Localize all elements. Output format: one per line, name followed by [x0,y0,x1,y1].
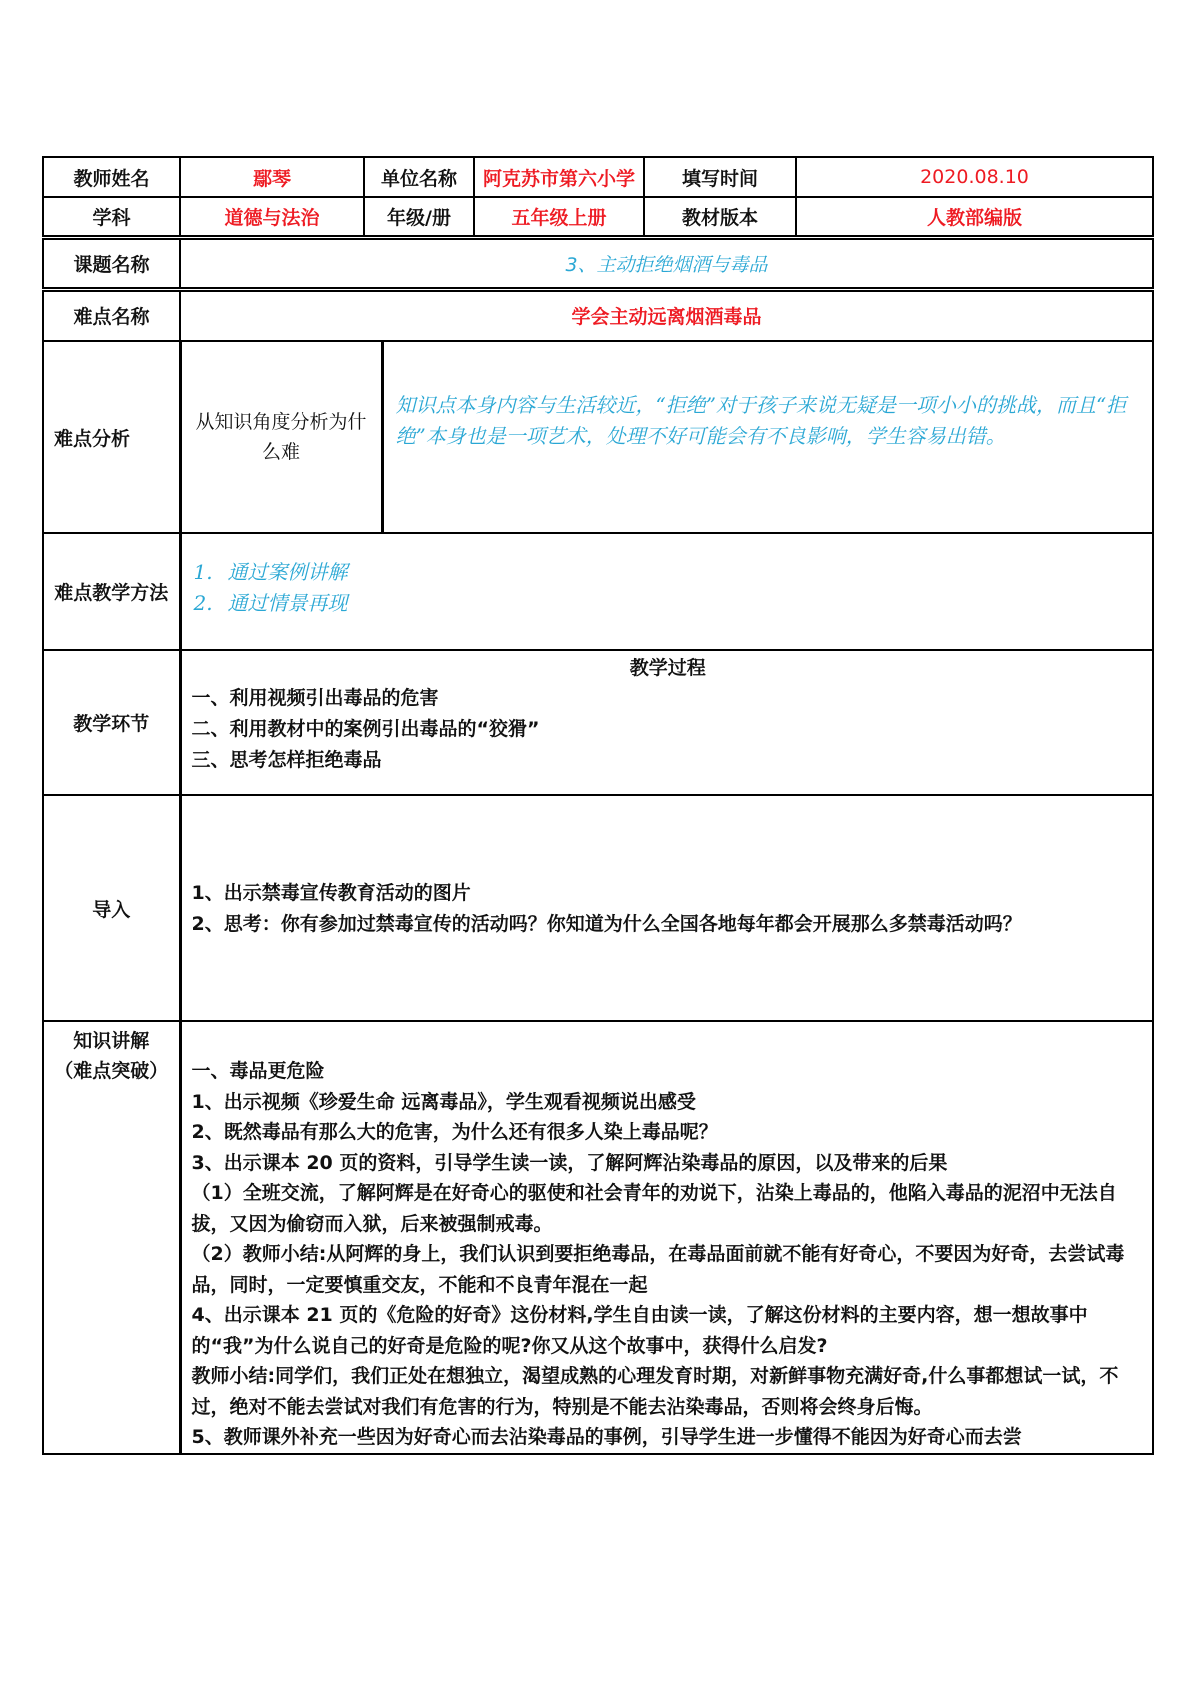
subject-value: 道德与法治 [180,197,364,237]
teacher-label: 教师姓名 [43,157,180,197]
intro-line: 1、出示禁毒宣传教育活动的图片 [191,882,471,904]
knowledge-label-line1: 知识讲解 [73,1030,150,1052]
method-item: 2. 通过情景再现 [193,590,348,615]
date-value: 2020.08.10 [796,157,1153,197]
difficulty-row [43,289,1153,341]
knowledge-line: 1、出示视频《珍爱生命 远离毒品》，学生观看视频说出感受 [191,1090,696,1113]
edition-label: 教材版本 [644,197,796,237]
knowledge-label [43,1021,180,1454]
knowledge-line: 5、教师课外补充一些因为好奇心而去沾染毒品的事例，引导学生进一步懂得不能因为好奇心而去尝 [191,1426,1022,1448]
stage-item: 二、利用教材中的案例引出毒品的“狡猾” [191,718,540,740]
knowledge-line: 教师小结:同学们，我们正处在想独立，渴望成熟的心理发育时期，对新鲜事物充满好奇,什么事都想试一试，不过，绝对不能去尝试对我们有危害的行为，特别是不能去沾染毒品，否则将会终身后悔。 [191,1365,1119,1418]
topic-row [43,237,1153,289]
knowledge-line: 3、出示课本 20 页的资料，引导学生读一读，了解阿辉沾染毒品的原因，以及带来的后果 [191,1151,948,1174]
knowledge-line: 4、出示课本 21 页的《危险的好奇》这份材料,学生自由读一读，了解这份材料的主要内容，想一想故事中的“我”为什么说自己的好奇是危险的呢?你又从这个故事中，获得什么启发? [191,1304,1088,1357]
methods-list [180,533,1153,650]
analysis-text: 知识点本身内容与生活较近，“拒绝”对于孩子来说无疑是一项小小的挑战，而且“拒绝”本身也是一项艺术，处理不好可能会有不良影响，学生容易出错。 [395,393,1127,448]
unit-label: 单位名称 [364,157,474,197]
method-item: 1. 通过案例讲解 [193,559,348,584]
intro-row [43,795,1153,1021]
lesson-plan-table [42,156,1154,1455]
stages-content [180,650,1153,795]
subject-label: 学科 [43,197,180,237]
header-row-2 [43,197,1153,237]
knowledge-line: 2、既然毒品有那么大的危害，为什么还有很多人染上毒品呢？ [191,1121,718,1143]
knowledge-label-line2: （难点突破） [54,1060,169,1082]
header-row-1 [43,157,1153,197]
topic-value: 3、主动拒绝烟酒与毒品 [180,237,1153,289]
methods-label: 难点教学方法 [43,533,180,650]
difficulty-label: 难点名称 [43,289,180,341]
stages-row [43,650,1153,795]
analysis-sub-label: 从知识角度分析为什么难 [182,342,384,532]
knowledge-content [180,1021,1153,1454]
date-label: 填写时间 [644,157,796,197]
knowledge-row [43,1021,1153,1454]
difficulty-value: 学会主动远离烟酒毒品 [180,289,1153,341]
grade-label: 年级/册 [364,197,474,237]
analysis-row [43,341,1153,533]
analysis-cell [180,341,1153,533]
teacher-value: 鄢琴 [180,157,364,197]
stages-label: 教学环节 [43,650,180,795]
stage-item: 三、思考怎样拒绝毒品 [191,749,382,771]
topic-label: 课题名称 [43,237,180,289]
process-title: 教学过程 [629,657,706,679]
intro-label: 导入 [43,795,180,1021]
stage-item: 一、利用视频引出毒品的危害 [191,687,439,709]
intro-line: 2、思考：你有参加过禁毒宣传的活动吗？你知道为什么全国各地每年都会开展那么多禁毒活动吗？ [191,913,1022,935]
analysis-label: 难点分析 [43,341,180,533]
knowledge-heading: 一、毒品更危险 [191,1060,325,1082]
methods-row [43,533,1153,650]
knowledge-line: （2）教师小结:从阿辉的身上，我们认识到要拒绝毒品，在毒品面前就不能有好奇心，不要因为好奇，去尝试毒品，同时，一定要慎重交友，不能和不良青年混在一起 [191,1243,1125,1296]
intro-content [180,795,1153,1021]
unit-value: 阿克苏市第六小学 [474,157,644,197]
knowledge-line: （1）全班交流，了解阿辉是在好奇心的驱使和社会青年的劝说下，沾染上毒品的，他陷入毒品的泥沼中无法自拔，又因为偷窃而入狱，后来被强制戒毒。 [191,1182,1117,1235]
edition-value: 人教部编版 [796,197,1153,237]
grade-value: 五年级上册 [474,197,644,237]
